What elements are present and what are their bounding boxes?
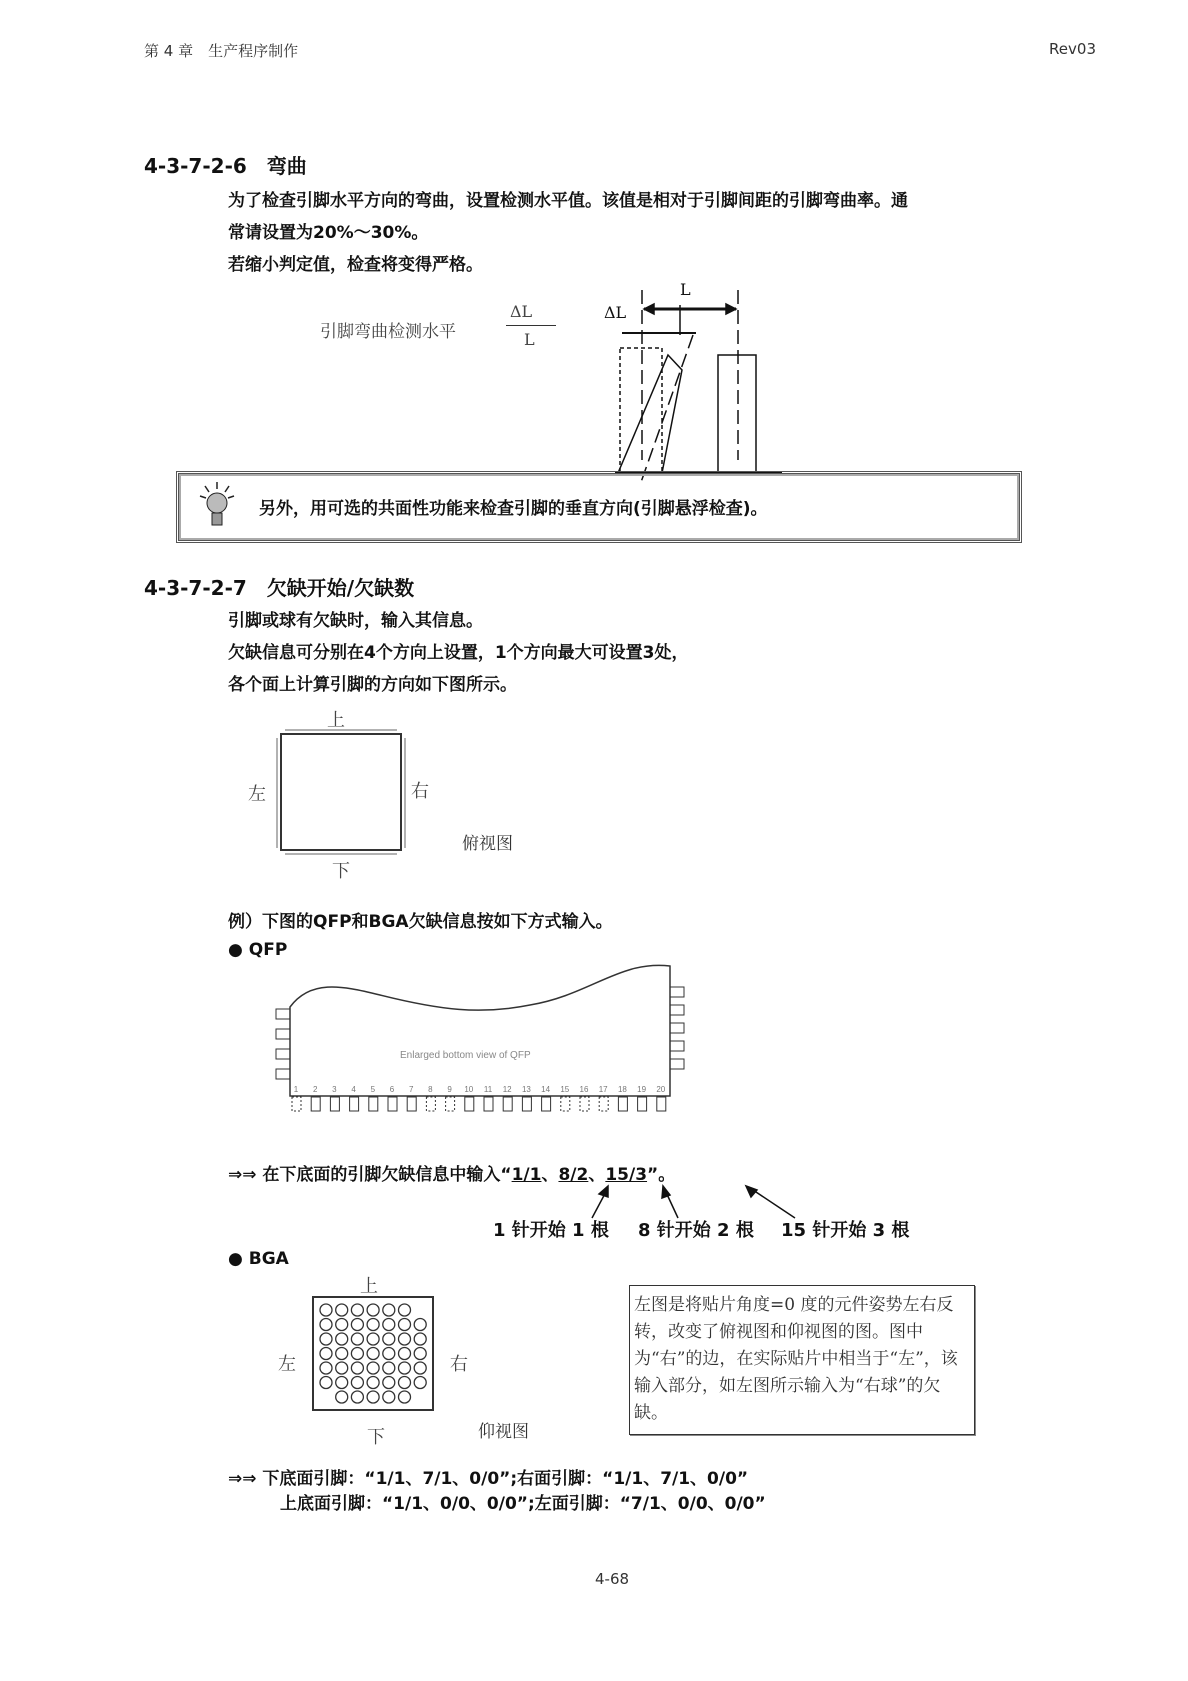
fraction-bar [506, 325, 556, 326]
qfp-lead [638, 1097, 647, 1111]
qfp-pin-number: 11 [483, 1085, 493, 1094]
qfp-side-lead [276, 1049, 290, 1059]
lead-bend-diagram [600, 285, 790, 465]
bga-top-label: 上 [360, 1276, 378, 1297]
bga-ball [399, 1333, 411, 1345]
qfp-lead [657, 1097, 666, 1111]
chapter-header: 第 4 章 生产程序制作 [144, 42, 299, 60]
bga-ball [414, 1377, 426, 1389]
qfp-pin-number: 12 [502, 1085, 512, 1094]
qfp-lead [503, 1097, 512, 1111]
result-value: 1/1 [511, 1165, 542, 1185]
separator: 、 [588, 1165, 606, 1185]
qfp-pin-number: 6 [389, 1085, 395, 1094]
qfp-lead [350, 1097, 359, 1111]
bga-ball [414, 1319, 426, 1331]
paragraph-line: 常请设置为20%～30%。 [228, 223, 429, 243]
qfp-side-lead [670, 1023, 684, 1033]
bga-ball [383, 1304, 395, 1316]
qfp-pin-number: 14 [541, 1085, 551, 1094]
bga-ball [336, 1304, 348, 1316]
bga-ball [336, 1348, 348, 1360]
section-heading-bend: 4-3-7-2-6 弯曲 [144, 154, 307, 178]
qfp-pin-number: 2 [312, 1085, 318, 1094]
bga-left-label: 左 [278, 1354, 296, 1375]
qfp-missing-lead [426, 1097, 435, 1111]
bga-ball [399, 1362, 411, 1374]
qfp-lead [542, 1097, 551, 1111]
qfp-pin-number: 18 [617, 1085, 627, 1094]
qfp-lead [465, 1097, 474, 1111]
bga-ball [367, 1348, 379, 1360]
qfp-caption: Enlarged bottom view of QFP [400, 1050, 531, 1061]
bga-diagram [312, 1296, 436, 1412]
formula-label: 引脚弯曲检测水平 [320, 322, 456, 342]
bga-ball [320, 1377, 332, 1389]
qfp-lead [330, 1097, 339, 1111]
qfp-side-lead [670, 1041, 684, 1051]
bga-bullet: ● BGA [228, 1249, 289, 1269]
bga-ball [336, 1391, 348, 1403]
qfp-pin-number: 4 [351, 1085, 356, 1094]
note-text: 另外，用可选的共面性功能来检查引脚的垂直方向(引脚悬浮检查)。 [259, 499, 768, 519]
bga-ball [320, 1333, 332, 1345]
qfp-lead [388, 1097, 397, 1111]
bga-ball [336, 1333, 348, 1345]
paragraph-line: 引脚或球有欠缺时，输入其信息。 [228, 611, 483, 631]
bga-ball [383, 1391, 395, 1403]
qfp-lead [369, 1097, 378, 1111]
annotation-pin8: 8 针开始 2 根 [638, 1220, 754, 1241]
qfp-lead [311, 1097, 320, 1111]
qfp-lead [618, 1097, 627, 1111]
qfp-lead [522, 1097, 531, 1111]
bga-ball [383, 1319, 395, 1331]
bga-ball [367, 1333, 379, 1345]
bga-ball [367, 1362, 379, 1374]
bga-ball [367, 1304, 379, 1316]
note-box [176, 471, 1022, 543]
diagram-l-label: L [680, 280, 691, 299]
bga-ball [383, 1362, 395, 1374]
qfp-pin-number: 8 [428, 1085, 433, 1094]
bga-ball [351, 1304, 363, 1316]
page-number: 4-68 [595, 1570, 630, 1588]
result-value: 15/3 [605, 1165, 648, 1185]
qfp-side-lead [670, 1005, 684, 1015]
top-view-top-label: 上 [327, 710, 345, 731]
qfp-side-lead [670, 1059, 684, 1069]
bga-ball [320, 1304, 332, 1316]
bga-ball [351, 1362, 363, 1374]
bga-ball [399, 1377, 411, 1389]
qfp-bullet: ● QFP [228, 940, 288, 960]
qfp-pin-number: 19 [637, 1085, 647, 1094]
qfp-diagram [270, 960, 690, 1120]
example-line: 例）下图的QFP和BGA欠缺信息按如下方式输入。 [228, 912, 613, 932]
top-view-caption: 俯视图 [462, 834, 513, 854]
bga-ball [414, 1348, 426, 1360]
bga-ball [399, 1391, 411, 1403]
qfp-pin-number: 7 [408, 1085, 414, 1094]
bga-caption: 仰视图 [478, 1422, 529, 1442]
qfp-pin-number: 10 [464, 1085, 474, 1094]
bga-right-label: 右 [450, 1354, 468, 1375]
qfp-missing-lead [580, 1097, 589, 1111]
qfp-missing-lead [446, 1097, 455, 1111]
bga-ball [336, 1377, 348, 1389]
qfp-pin-number: 3 [332, 1085, 337, 1094]
qfp-lead [407, 1097, 416, 1111]
qfp-pin-number: 13 [521, 1085, 531, 1094]
qfp-pin-number: 5 [370, 1085, 376, 1094]
diagram-dl-label: ΔL [604, 303, 627, 322]
bga-explanation-box: 左图是将贴片角度=0 度的元件姿势左右反转，改变了俯视图和仰视图的图。图中为“右”的边，在实际贴片中相当于“左”，该输入部分，如左图所示输入为“右球”的欠缺。 [629, 1285, 975, 1435]
bga-result-line-2: 上底面引脚：“1/1、0/0、0/0”;左面引脚：“7/1、0/0、0/0” [280, 1494, 766, 1514]
bga-ball [367, 1377, 379, 1389]
annotation-pin15: 15 针开始 3 根 [781, 1220, 910, 1241]
bga-result-line-1: ⇒⇒ 下底面引脚：“1/1、7/1、0/0”;右面引脚：“1/1、7/1、0/0” [228, 1469, 749, 1489]
qfp-side-lead [670, 987, 684, 997]
separator: 、 [541, 1165, 559, 1185]
top-view-left-label: 左 [248, 784, 266, 805]
qfp-side-lead [276, 1069, 290, 1079]
qfp-lead [484, 1097, 493, 1111]
formula-denominator: L [524, 330, 535, 349]
bga-ball [351, 1348, 363, 1360]
revision-label: Rev03 [1049, 40, 1096, 58]
top-view-diagram [275, 728, 410, 856]
qfp-pin-number: 17 [598, 1085, 608, 1094]
bga-ball [351, 1319, 363, 1331]
qfp-missing-lead [292, 1097, 301, 1111]
result-prefix: ⇒⇒ 在下底面的引脚欠缺信息中输入“ [228, 1165, 512, 1185]
bga-ball [399, 1319, 411, 1331]
bga-ball [399, 1348, 411, 1360]
bga-ball [320, 1362, 332, 1374]
paragraph-line: 若缩小判定值，检查将变得严格。 [228, 255, 483, 275]
section-heading-missing: 4-3-7-2-7 欠缺开始/欠缺数 [144, 576, 415, 600]
bga-ball [383, 1348, 395, 1360]
bga-ball [414, 1362, 426, 1374]
bga-ball [383, 1377, 395, 1389]
bga-ball [336, 1362, 348, 1374]
bga-ball [399, 1304, 411, 1316]
annotation-pin1: 1 针开始 1 根 [493, 1220, 609, 1241]
bga-ball [351, 1391, 363, 1403]
qfp-pin-number: 20 [656, 1085, 666, 1094]
bga-ball [367, 1391, 379, 1403]
lightbulb-icon [197, 480, 237, 530]
top-view-bottom-label: 下 [332, 861, 350, 882]
formula-numerator: ΔL [510, 302, 533, 321]
result-value: 8/2 [558, 1165, 589, 1185]
paragraph-line: 为了检查引脚水平方向的弯曲，设置检测水平值。该值是相对于引脚间距的引脚弯曲率。通 [228, 191, 908, 211]
qfp-pin-number: 9 [447, 1085, 452, 1094]
paragraph-line: 欠缺信息可分别在4个方向上设置，1个方向最大可设置3处， [228, 643, 689, 663]
paragraph-line: 各个面上计算引脚的方向如下图所示。 [228, 675, 517, 695]
qfp-missing-lead [561, 1097, 570, 1111]
qfp-pin-number: 15 [560, 1085, 570, 1094]
qfp-side-lead [276, 1009, 290, 1019]
bga-ball [383, 1333, 395, 1345]
bga-bottom-label: 下 [367, 1427, 385, 1448]
qfp-side-lead [276, 1029, 290, 1039]
result-suffix: ”。 [647, 1165, 676, 1185]
top-view-right-label: 右 [411, 781, 429, 802]
bga-ball [336, 1319, 348, 1331]
bga-ball [320, 1348, 332, 1360]
bga-ball [414, 1333, 426, 1345]
bga-ball [351, 1377, 363, 1389]
qfp-missing-lead [599, 1097, 608, 1111]
bga-ball [367, 1319, 379, 1331]
qfp-pin-number: 16 [579, 1085, 589, 1094]
bga-ball [320, 1319, 332, 1331]
bga-ball [351, 1333, 363, 1345]
qfp-pin-number: 1 [293, 1085, 299, 1094]
